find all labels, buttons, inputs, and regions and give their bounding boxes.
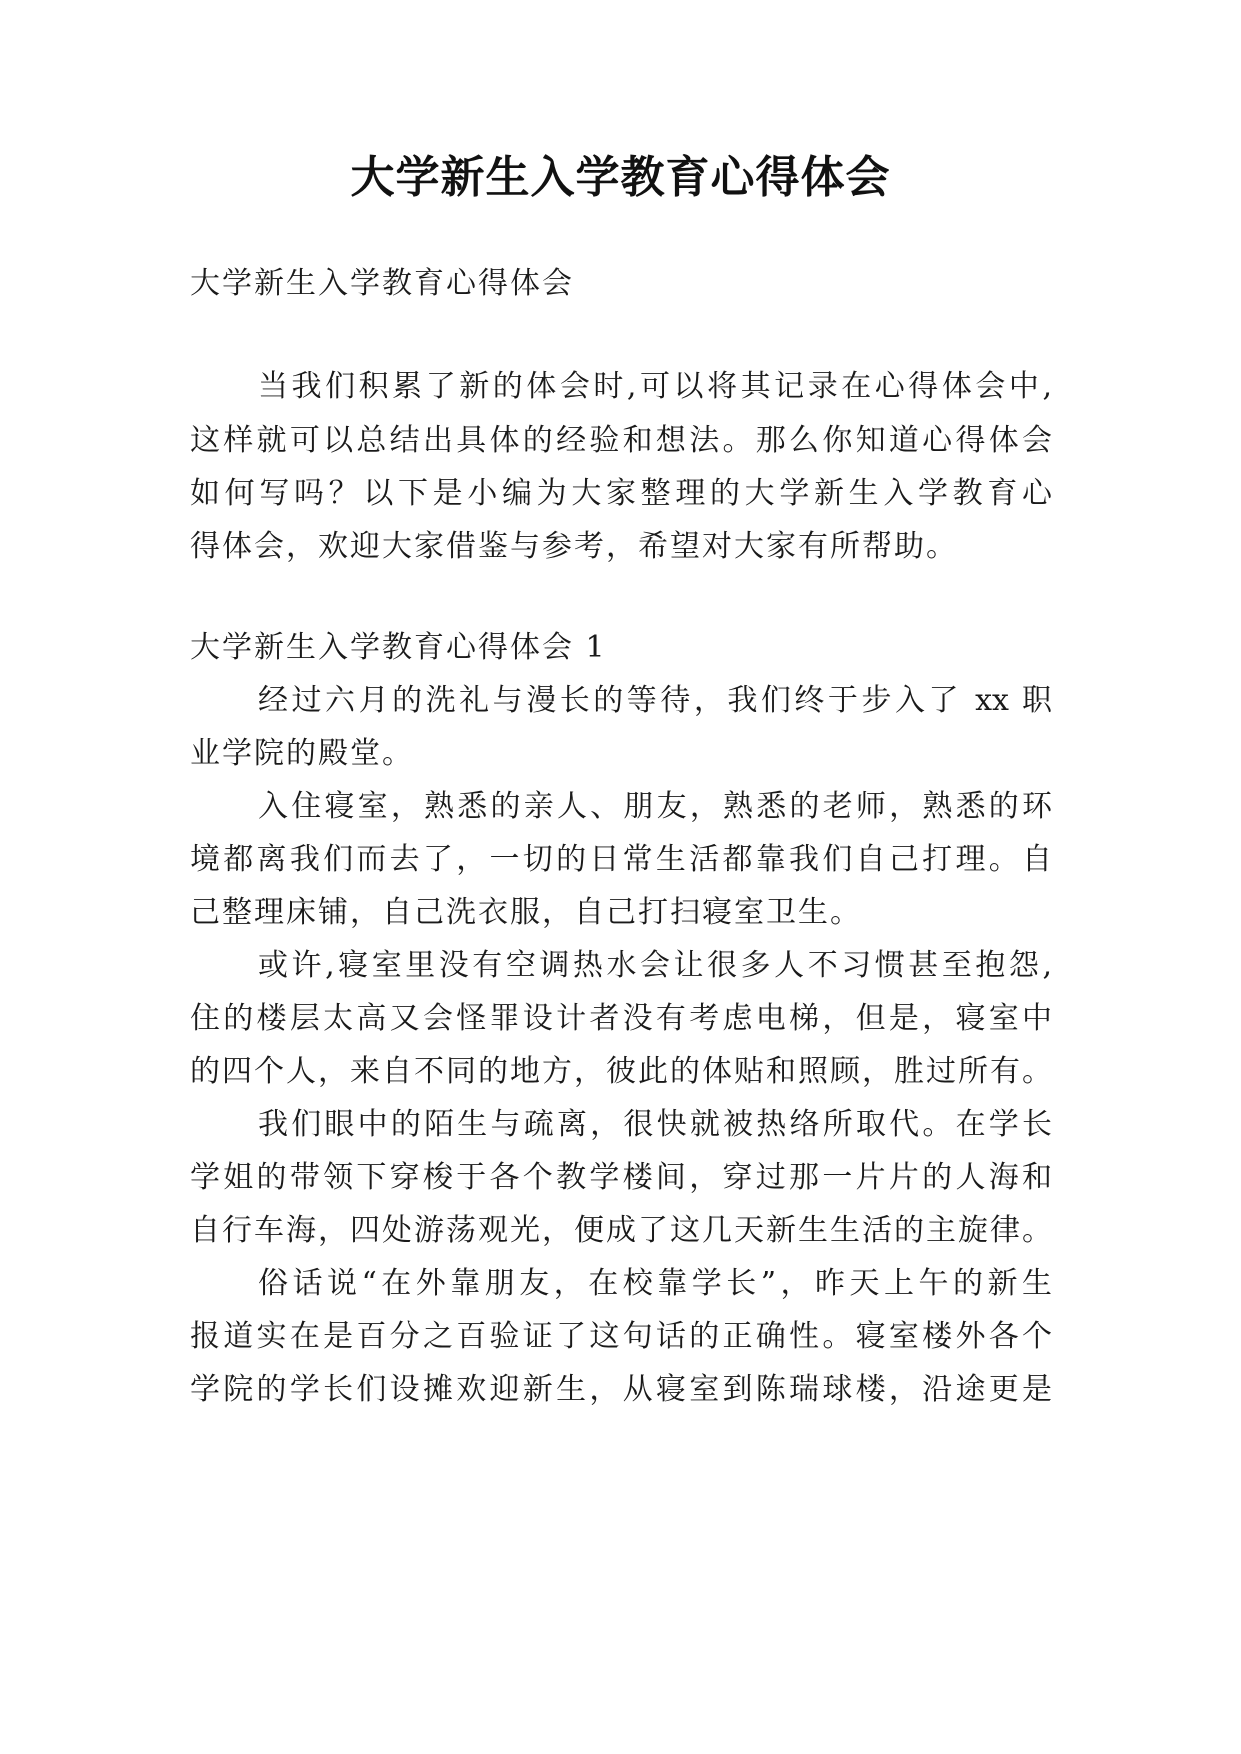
body-line: 业学院的殿堂。: [190, 736, 414, 771]
body-line: 或许,寝室里没有空调热水会让很多人不习惯甚至抱怨,: [258, 948, 1052, 983]
body-line: 自行车海，四处游荡观光，便成了这几天新生生活的主旋律。: [190, 1213, 1052, 1248]
body-line: 入住寝室，熟悉的亲人、朋友，熟悉的老师，熟悉的环: [258, 789, 1052, 824]
body-line: 学姐的带领下穿梭于各个教学楼间，穿过那一片片的人海和: [190, 1160, 1052, 1195]
intro-line: 当我们积累了新的体会时,可以将其记录在心得体会中,: [258, 369, 1052, 404]
body-line: 的四个人，来自不同的地方，彼此的体贴和照顾，胜过所有。: [190, 1054, 1052, 1089]
document-subtitle: 大学新生入学教育心得体会: [190, 266, 574, 301]
body-line: 学院的学长们设摊欢迎新生，从寝室到陈瑞球楼，沿途更是: [190, 1372, 1052, 1407]
body-line: 报道实在是百分之百验证了这句话的正确性。寝室楼外各个: [190, 1319, 1052, 1354]
section-heading: 大学新生入学教育心得体会 1: [190, 630, 607, 665]
body-line: 经过六月的洗礼与漫长的等待，我们终于步入了 xx 职: [258, 683, 1052, 718]
document-title: 大学新生入学教育心得体会: [350, 152, 891, 203]
body-line: 住的楼层太高又会怪罪设计者没有考虑电梯，但是，寝室中: [190, 1001, 1052, 1036]
intro-line: 得体会，欢迎大家借鉴与参考，希望对大家有所帮助。: [190, 529, 958, 564]
intro-line: 如何写吗？以下是小编为大家整理的大学新生入学教育心: [190, 476, 1052, 511]
body-line: 我们眼中的陌生与疏离，很快就被热络所取代。在学长: [258, 1107, 1052, 1142]
intro-line: 这样就可以总结出具体的经验和想法。那么你知道心得体会: [190, 423, 1052, 458]
body-line: 境都离我们而去了，一切的日常生活都靠我们自己打理。自: [190, 842, 1052, 877]
body-line: 俗话说“在外靠朋友，在校靠学长”，昨天上午的新生: [258, 1266, 1052, 1301]
body-line: 己整理床铺，自己洗衣服，自己打扫寝室卫生。: [190, 895, 862, 930]
